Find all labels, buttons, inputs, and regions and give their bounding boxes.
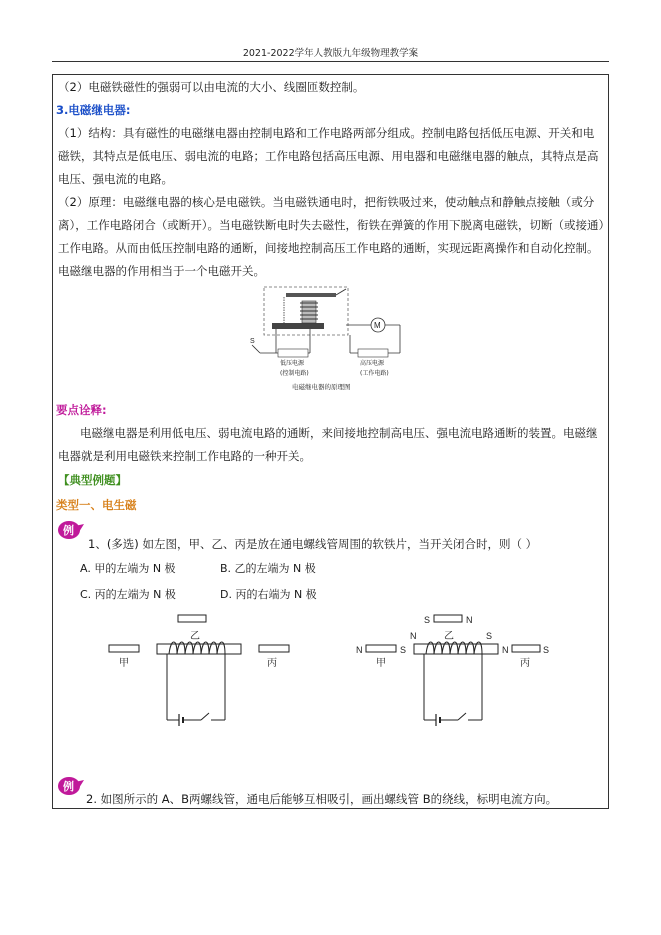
relay-structure-line-1: （1）结构：具有磁性的电磁继电器由控制电路和工作电路两部分组成。控制电路包括低压电源、开关和电	[58, 126, 595, 140]
key-points-line-2: 电器就是利用电磁铁来控制工作电路的一种开关。	[58, 449, 311, 463]
switch-icon	[201, 713, 209, 720]
high-voltage-label: 高压电源	[360, 360, 385, 367]
example-badge-label-2: 例	[63, 780, 74, 793]
relay-switch-label: S	[250, 338, 255, 345]
relay-figure-caption: 电磁继电器的原理图	[292, 383, 351, 391]
relay-principle-diagram	[250, 283, 410, 393]
label-s-jia-right: S	[400, 645, 407, 655]
question-1-right-figure	[352, 612, 552, 732]
electromagnet-strength-line: （2）电磁铁磁性的强弱可以由电流的大小、线圈匝数控制。	[58, 80, 365, 94]
relay-structure-line-3: 电压、强电流的电路。	[58, 172, 173, 186]
relay-principle-line-1: （2）原理：电磁继电器的核心是电磁铁。当电磁铁通电时，把衔铁吸过来，使动触点和静触点接触（或分	[58, 195, 595, 209]
low-voltage-label: 低压电源	[280, 360, 305, 367]
page-header: 2021-2022学年人教版九年级物理教学案	[242, 48, 419, 59]
example-badge-icon	[57, 520, 85, 540]
label-n-jia-left: N	[356, 645, 363, 655]
label-n-yi-right: N	[466, 615, 473, 625]
label-n-bing-left: N	[502, 645, 509, 655]
relay-base	[272, 323, 324, 329]
iron-piece-yi-right	[434, 615, 462, 622]
high-voltage-source	[358, 349, 388, 357]
label-jia: 甲	[119, 658, 129, 669]
relay-core	[302, 301, 316, 323]
iron-piece-yi	[178, 615, 206, 622]
relay-contact	[336, 289, 346, 295]
question-1-text: 1、(多选) 如左图，甲、乙、丙是放在通电螺线管周围的软铁片，当开关闭合时，则（ ）	[88, 537, 538, 551]
typical-examples-heading: 【典型例题】	[58, 473, 127, 487]
low-voltage-source	[278, 349, 308, 357]
control-circuit-label: (控制电路)	[280, 370, 309, 377]
label-n-coil-left: N	[410, 631, 417, 641]
question-1-option-d: D. 丙的右端为 N 极	[220, 588, 317, 601]
motor-label: M	[374, 321, 381, 330]
iron-piece-jia	[109, 645, 139, 652]
switch-icon-right	[458, 713, 466, 720]
relay-principle-line-4: 电磁继电器的作用相当于一个电磁开关。	[58, 264, 265, 278]
label-bing: 丙	[267, 658, 277, 669]
switch-blade	[252, 345, 260, 353]
label-s-coil-right: S	[486, 631, 493, 641]
example-badge-icon-2	[57, 776, 85, 796]
iron-piece-bing-right	[512, 645, 540, 652]
label-yi: 乙	[190, 631, 200, 642]
question-1-left-figure	[105, 612, 295, 732]
question-1-option-a: A. 甲的左端为 N 极	[80, 562, 176, 575]
key-points-line-1: 电磁继电器是利用低电压、弱电流电路的通断，来间接地控制高电压、强电流电路通断的装置。电磁继	[80, 426, 598, 440]
relay-structure-line-2: 磁铁，其特点是低电压、弱电流的电路；工作电路包括高压电源、用电器和电磁继电器的触点，其特点是高	[58, 149, 599, 163]
key-points-heading: 要点诠释:	[56, 403, 107, 417]
iron-piece-jia-right	[366, 645, 396, 652]
iron-piece-bing	[259, 645, 289, 652]
relay-heading: 3.电磁继电器:	[56, 103, 131, 117]
question-1-option-b: B. 乙的左端为 N 极	[220, 562, 316, 575]
relay-principle-line-3: 工作电路。从而由低压控制电路的通断，间接地控制高压工作电路的通断，实现远距离操作和自动化控制。	[58, 241, 599, 255]
work-circuit-label: (工作电路)	[360, 370, 389, 377]
label-s-yi-left: S	[424, 615, 431, 625]
label-yi-right: 乙	[444, 631, 454, 642]
relay-principle-line-2: 离），工作电路闭合（或断开）。当电磁铁断电时失去磁性，衔铁在弹簧的作用下脱离电磁铁，切断（或接通）	[58, 218, 610, 232]
label-bing-right: 丙	[520, 658, 530, 669]
question-2-text: 2. 如图所示的 A、B两螺线管，通电后能够互相吸引，画出螺线管 B的绕线，标明电流方向。	[86, 792, 558, 806]
label-jia-right: 甲	[376, 658, 386, 669]
example-badge-label: 例	[63, 524, 74, 537]
label-s-bing-right: S	[543, 645, 550, 655]
relay-armature	[286, 293, 336, 297]
header-rule	[52, 61, 609, 62]
type1-heading: 类型一、电生磁	[56, 498, 137, 512]
question-1-option-c: C. 丙的左端为 N 极	[80, 588, 176, 601]
